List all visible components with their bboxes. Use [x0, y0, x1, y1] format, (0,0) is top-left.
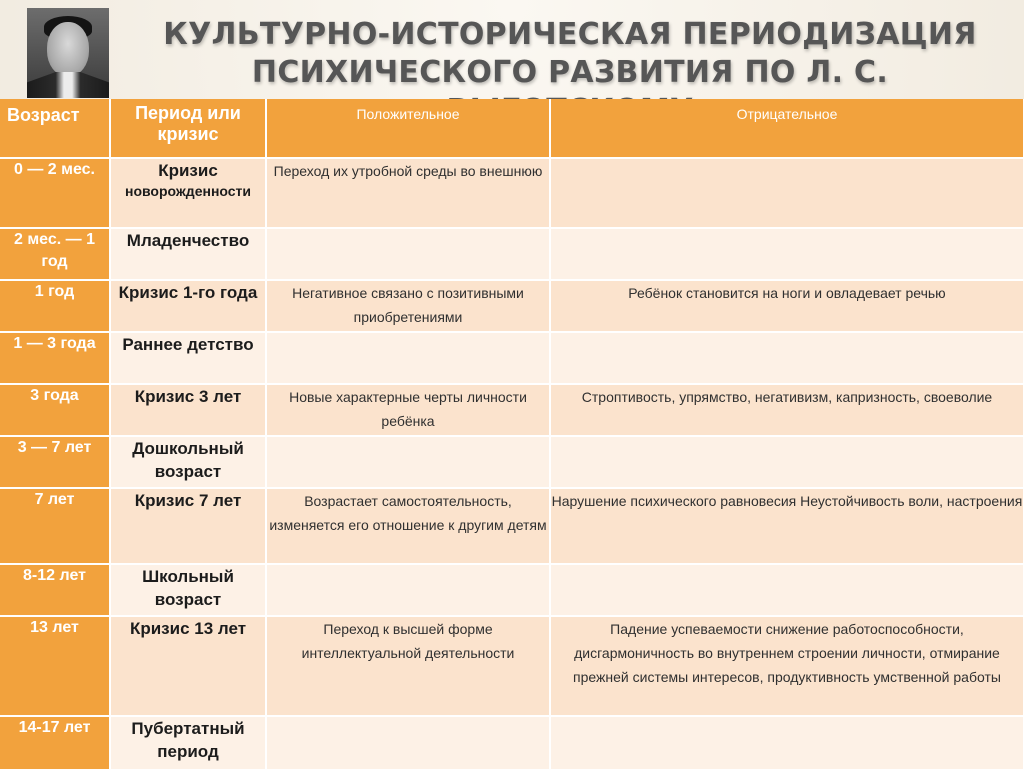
age-cell: 7 лет — [0, 488, 110, 564]
age-cell: 8-12 лет — [0, 564, 110, 616]
table-row — [0, 228, 1024, 280]
positive-cell — [266, 716, 550, 770]
period-label: Кризис — [158, 161, 218, 180]
age-cell: 2 мес. — 1 год — [0, 228, 110, 280]
period-cell: Кризис 7 лет — [110, 488, 266, 564]
table-row — [0, 616, 1024, 716]
title-line-2: ПСИХИЧЕСКОГО РАЗВИТИЯ ПО Л. С. — [251, 55, 889, 90]
age-cell: 3 — 7 лет — [0, 436, 110, 488]
period-sub-label: новорожденности — [124, 183, 252, 199]
positive-cell — [266, 436, 550, 488]
table-row — [0, 384, 1024, 436]
positive-cell — [266, 564, 550, 616]
age-cell: 3 года — [0, 384, 110, 436]
age-cell: 1 год — [0, 280, 110, 332]
negative-cell: Падение успеваемости снижение работоспособности, дисгармоничность во внутреннем строении личности, отмирание прежней системы интересов, продуктивность умственной работы — [550, 616, 1024, 716]
positive-cell: Негативное связано с позитивными приобретениями — [266, 280, 550, 332]
period-cell: Дошкольный возраст — [110, 436, 266, 488]
header-negative: Отрицательное — [550, 99, 1024, 158]
table-row — [0, 716, 1024, 770]
negative-cell — [550, 158, 1024, 228]
header-period: Период или кризис — [110, 99, 266, 158]
positive-cell — [266, 332, 550, 384]
header-age: Возраст — [0, 99, 110, 158]
table-row — [0, 158, 1024, 228]
period-cell: Кризис 1-го года — [110, 280, 266, 332]
positive-cell: Новые характерные черты личности ребёнка — [266, 384, 550, 436]
period-cell: Раннее детство — [110, 332, 266, 384]
table-row — [0, 488, 1024, 564]
positive-cell: Переход их утробной среды во внешнюю — [266, 158, 550, 228]
age-cell: 0 — 2 мес. — [0, 158, 110, 228]
period-cell: Пубертатный период — [110, 716, 266, 770]
positive-cell: Возрастает самостоятельность, изменяется его отношение к другим детям — [266, 488, 550, 564]
negative-cell: Нарушение психического равновесия Неустойчивость воли, настроения — [550, 488, 1024, 564]
period-cell: Кризис 3 лет — [110, 384, 266, 436]
positive-cell — [266, 228, 550, 280]
portrait-photo — [27, 8, 109, 98]
title-line-1: КУЛЬТУРНО-ИСТОРИЧЕСКАЯ ПЕРИОДИЗАЦИЯ — [163, 17, 977, 52]
table-row — [0, 332, 1024, 384]
header-positive: Положительное — [266, 99, 550, 158]
period-cell: Школьный возраст — [110, 564, 266, 616]
positive-cell: Переход к высшей форме интеллектуальной деятельности — [266, 616, 550, 716]
negative-cell: Строптивость, упрямство, негативизм, капризность, своеволие — [550, 384, 1024, 436]
period-cell — [110, 158, 266, 228]
table-header-row — [0, 99, 1024, 158]
age-cell: 1 — 3 года — [0, 332, 110, 384]
table-row — [0, 280, 1024, 332]
negative-cell — [550, 436, 1024, 488]
negative-cell — [550, 716, 1024, 770]
negative-cell — [550, 564, 1024, 616]
age-cell: 13 лет — [0, 616, 110, 716]
age-cell: 14-17 лет — [0, 716, 110, 770]
table-row — [0, 436, 1024, 488]
table-row — [0, 564, 1024, 616]
periodization-table — [0, 99, 1024, 771]
negative-cell — [550, 332, 1024, 384]
negative-cell: Ребёнок становится на ноги и овладевает речью — [550, 280, 1024, 332]
negative-cell — [550, 228, 1024, 280]
period-cell: Младенчество — [110, 228, 266, 280]
period-cell: Кризис 13 лет — [110, 616, 266, 716]
